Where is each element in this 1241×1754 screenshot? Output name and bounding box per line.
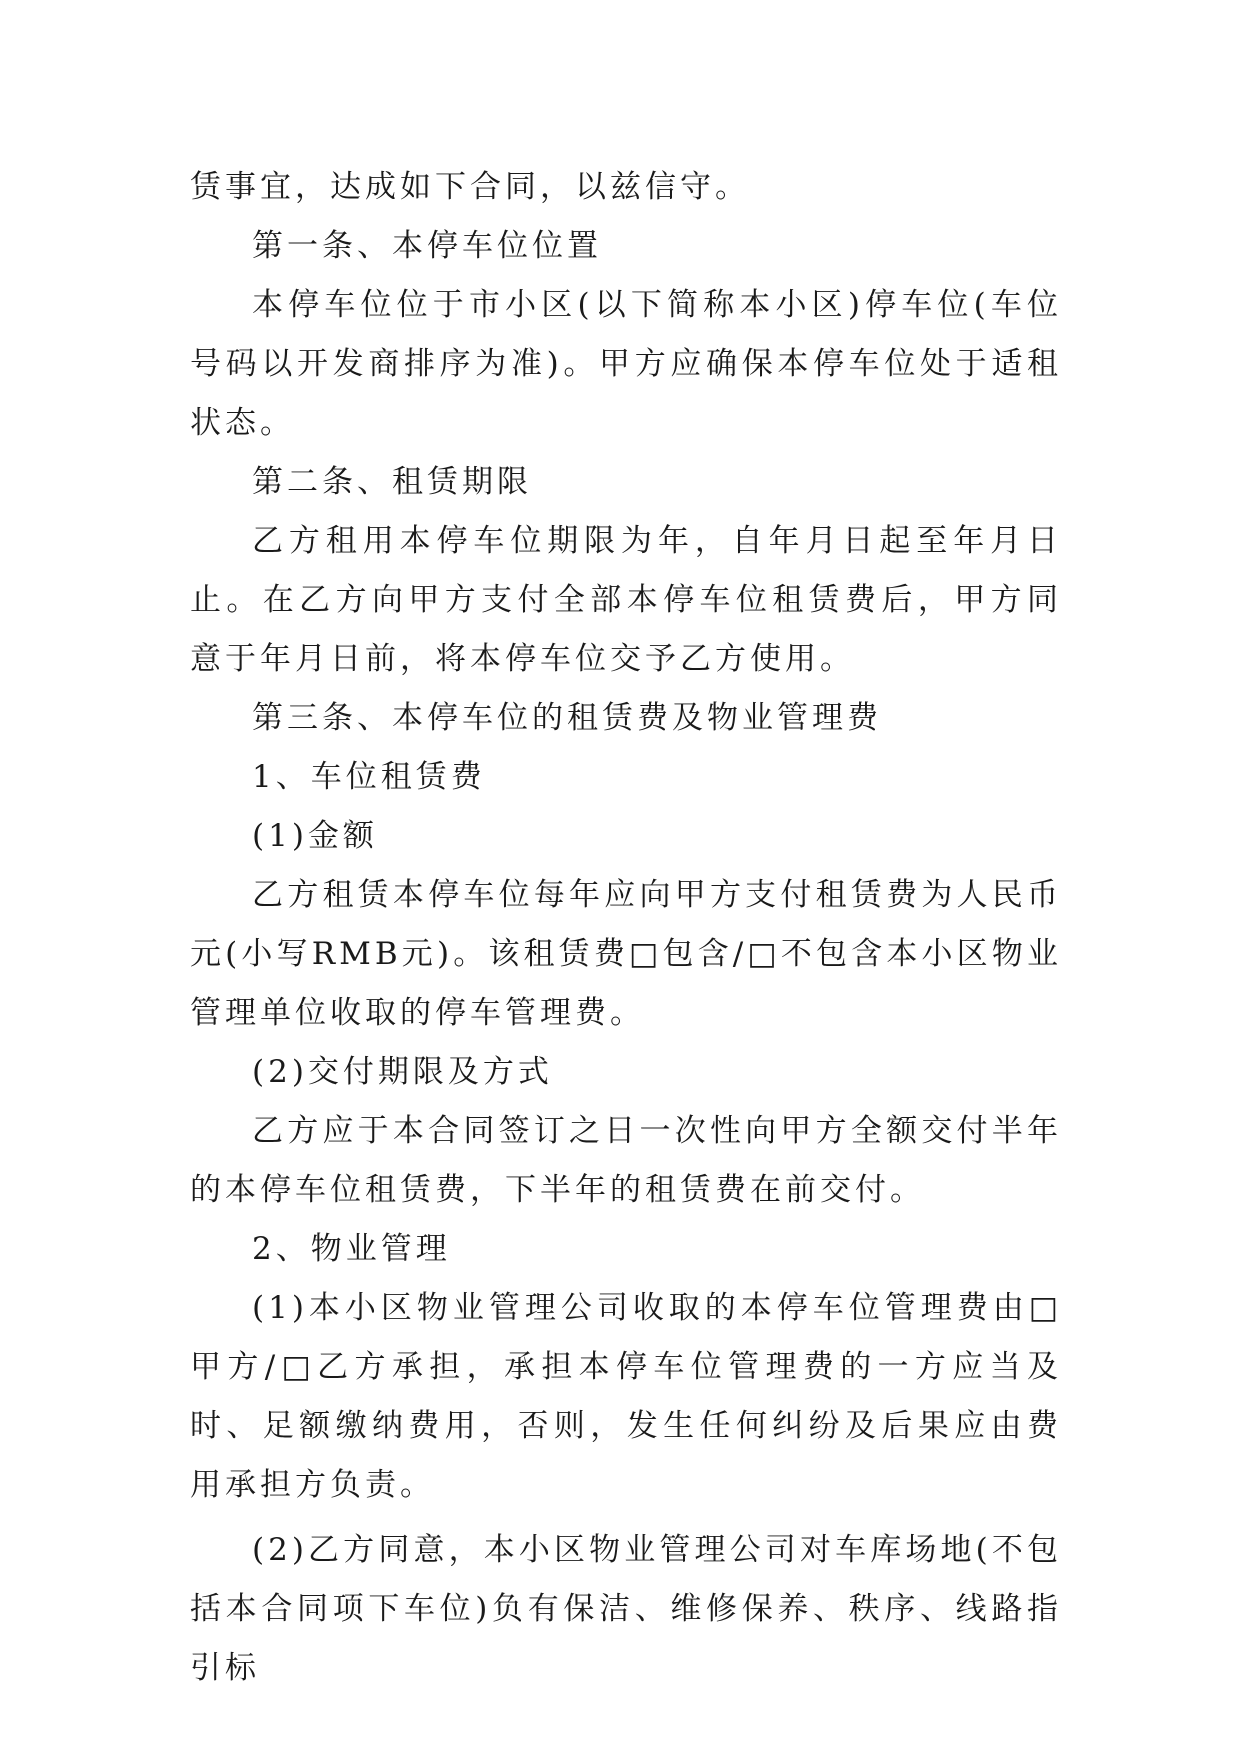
subheading-amount: (1)金额 — [252, 818, 378, 854]
paragraph-amount: 乙方租赁本停车位每年应向甲方支付租赁费为人民币元(小写RMB元)。该租赁费□包含/□不包含本小区物业管理单位收取的停车管理费。 — [190, 877, 1062, 1031]
paragraph-location: 本停车位位于市小区(以下简称本小区)停车位(车位号码以开发商排序为准)。甲方应确保本停车位处于适租状态。 — [190, 287, 1062, 441]
contract-body — [190, 158, 1062, 1698]
paragraph-management-scope: (2)乙方同意，本小区物业管理公司对车库场地(不包括本合同项下车位)负有保洁、维修保养、秩序、线路指引标 — [190, 1532, 1062, 1686]
heading-article-2: 第二条、租赁期限 — [252, 464, 532, 500]
subheading-property-management: 2、物业管理 — [252, 1231, 451, 1267]
subheading-rent: 1、车位租赁费 — [252, 759, 486, 795]
paragraph-payment: 乙方应于本合同签订之日一次性向甲方全额交付半年的本停车位租赁费，下半年的租赁费在前交付。 — [190, 1113, 1062, 1208]
heading-article-3: 第三条、本停车位的租赁费及物业管理费 — [252, 700, 882, 736]
subheading-payment: (2)交付期限及方式 — [252, 1054, 553, 1090]
paragraph-management-fee: (1)本小区物业管理公司收取的本停车位管理费由□甲方/□乙方承担，承担本停车位管理费的一方应当及时、足额缴纳费用，否则，发生任何纠纷及后果应由费用承担方负责。 — [190, 1290, 1062, 1503]
paragraph-intro-tail: 赁事宜，达成如下合同，以兹信守。 — [190, 169, 750, 205]
paragraph-term: 乙方租用本停车位期限为年，自年月日起至年月日止。在乙方向甲方支付全部本停车位租赁费后，甲方同意于年月日前，将本停车位交予乙方使用。 — [190, 523, 1062, 677]
heading-article-1: 第一条、本停车位位置 — [252, 228, 602, 264]
